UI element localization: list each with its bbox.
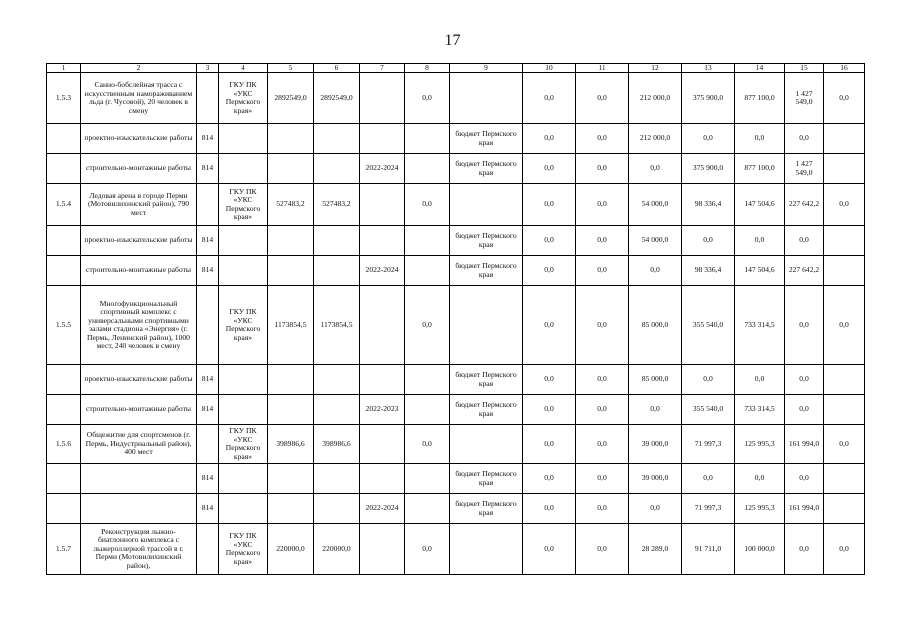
- table-cell: [197, 184, 219, 226]
- table-cell: 814: [197, 365, 219, 395]
- table-cell: [314, 256, 360, 286]
- table-cell: [314, 365, 360, 395]
- table-cell: 1 427 549,0: [785, 154, 824, 184]
- table-cell: строительно-монтажные работы: [81, 395, 197, 425]
- column-number: 12: [629, 64, 682, 73]
- table-cell: 0,0: [576, 365, 629, 395]
- table-cell: 0,0: [629, 256, 682, 286]
- work-item-row: [47, 154, 865, 184]
- table-cell: 0,0: [735, 464, 785, 494]
- table-cell: 0,0: [576, 73, 629, 124]
- column-number: 2: [81, 64, 197, 73]
- column-number: 7: [360, 64, 405, 73]
- table-cell: Многофункциональный спортивный комплекс с универсальными спортивными залами стадиона «Энергия» (г. Пермь, Ленинский район), 1000 мест, 240 человек в смену: [81, 286, 197, 365]
- table-cell: [219, 365, 268, 395]
- table-cell: бюджет Пермского края: [450, 464, 523, 494]
- table-cell: [219, 256, 268, 286]
- column-number: 1: [47, 64, 81, 73]
- table-cell: [219, 464, 268, 494]
- table-cell: [314, 124, 360, 154]
- table-cell: проектно-изыскательские работы: [81, 365, 197, 395]
- work-item-row: [47, 494, 865, 524]
- table-cell: [47, 154, 81, 184]
- column-number: 6: [314, 64, 360, 73]
- table-cell: 98 336,4: [682, 184, 735, 226]
- project-row: [47, 73, 865, 124]
- table-cell: бюджет Пермского края: [450, 226, 523, 256]
- column-number: 8: [405, 64, 450, 73]
- table-cell: 814: [197, 395, 219, 425]
- table-cell: 2022-2024: [360, 154, 405, 184]
- table-cell: 0,0: [523, 425, 576, 464]
- table-cell: ГКУ ПК «УКС Пермского края»: [219, 184, 268, 226]
- table-cell: 1 427 549,0: [785, 73, 824, 124]
- table-cell: 1.5.6: [47, 425, 81, 464]
- table-cell: [219, 395, 268, 425]
- table-cell: 0,0: [682, 124, 735, 154]
- table-cell: 212 000,0: [629, 73, 682, 124]
- table-cell: 527483,2: [268, 184, 314, 226]
- table-cell: [824, 494, 865, 524]
- table-cell: [450, 73, 523, 124]
- table-cell: 0,0: [785, 395, 824, 425]
- table-cell: [268, 395, 314, 425]
- table-cell: 100 000,0: [735, 524, 785, 575]
- table-cell: 0,0: [405, 184, 450, 226]
- table-cell: 1.5.5: [47, 286, 81, 365]
- table-cell: 0,0: [576, 124, 629, 154]
- table-cell: [314, 395, 360, 425]
- table-cell: 355 540,0: [682, 395, 735, 425]
- table-cell: 0,0: [523, 524, 576, 575]
- table-cell: 814: [197, 464, 219, 494]
- table-cell: 375 900,0: [682, 154, 735, 184]
- table-cell: [360, 124, 405, 154]
- table-cell: 0,0: [785, 365, 824, 395]
- table-cell: 0,0: [523, 365, 576, 395]
- table-cell: 0,0: [785, 524, 824, 575]
- table-cell: [360, 226, 405, 256]
- table-cell: [47, 226, 81, 256]
- table-cell: 0,0: [824, 73, 865, 124]
- table-cell: 398986,6: [268, 425, 314, 464]
- table-cell: строительно-монтажные работы: [81, 256, 197, 286]
- table-cell: 0,0: [405, 524, 450, 575]
- column-number-row: [47, 64, 865, 73]
- table-cell: 814: [197, 124, 219, 154]
- table-cell: 814: [197, 494, 219, 524]
- table-cell: 1173854,5: [314, 286, 360, 365]
- table-cell: [450, 425, 523, 464]
- table-cell: 0,0: [576, 425, 629, 464]
- budget-table: [46, 63, 865, 575]
- table-cell: [81, 494, 197, 524]
- table-cell: [268, 365, 314, 395]
- table-cell: 0,0: [629, 154, 682, 184]
- table-cell: 0,0: [785, 286, 824, 365]
- table-cell: 98 336,4: [682, 256, 735, 286]
- column-number: 10: [523, 64, 576, 73]
- table-cell: 0,0: [682, 365, 735, 395]
- table-cell: 1.5.7: [47, 524, 81, 575]
- table-cell: 147 504,6: [735, 184, 785, 226]
- table-cell: 0,0: [523, 184, 576, 226]
- table-cell: [405, 494, 450, 524]
- column-number: 3: [197, 64, 219, 73]
- table-cell: 527483,2: [314, 184, 360, 226]
- column-number: 5: [268, 64, 314, 73]
- table-cell: 0,0: [523, 73, 576, 124]
- table-cell: 71 997,3: [682, 425, 735, 464]
- work-item-row: [47, 226, 865, 256]
- table-cell: 2022-2024: [360, 494, 405, 524]
- table-cell: 0,0: [523, 154, 576, 184]
- work-item-row: [47, 464, 865, 494]
- table-cell: [197, 425, 219, 464]
- table-cell: 161 994,0: [785, 425, 824, 464]
- table-cell: [197, 73, 219, 124]
- table-cell: 0,0: [824, 286, 865, 365]
- work-item-row: [47, 395, 865, 425]
- table-cell: [405, 226, 450, 256]
- table-cell: 125 995,3: [735, 494, 785, 524]
- table-cell: 0,0: [523, 464, 576, 494]
- table-cell: 85 000,0: [629, 286, 682, 365]
- table-cell: [360, 286, 405, 365]
- table-cell: 0,0: [576, 286, 629, 365]
- table-cell: Ледовая арена в городе Перми (Мотовилихинский район), 790 мест: [81, 184, 197, 226]
- table-cell: [219, 226, 268, 256]
- table-cell: 2892549,0: [314, 73, 360, 124]
- table-cell: [360, 524, 405, 575]
- table-cell: 398986,6: [314, 425, 360, 464]
- table-cell: 85 000,0: [629, 365, 682, 395]
- table-cell: [450, 286, 523, 365]
- table-cell: [405, 365, 450, 395]
- table-cell: 125 995,3: [735, 425, 785, 464]
- table-cell: [47, 256, 81, 286]
- table-cell: [219, 154, 268, 184]
- table-cell: 2022-2024: [360, 256, 405, 286]
- table-cell: 0,0: [576, 226, 629, 256]
- table-cell: ГКУ ПК «УКС Пермского края»: [219, 73, 268, 124]
- table-cell: 0,0: [785, 124, 824, 154]
- table-cell: [47, 124, 81, 154]
- table-cell: 814: [197, 226, 219, 256]
- table-cell: [360, 464, 405, 494]
- table-cell: [47, 395, 81, 425]
- table-cell: 39 000,0: [629, 425, 682, 464]
- table-cell: [268, 154, 314, 184]
- table-cell: [824, 226, 865, 256]
- table-cell: [405, 124, 450, 154]
- table-cell: 54 000,0: [629, 184, 682, 226]
- table-cell: 355 540,0: [682, 286, 735, 365]
- table-cell: [219, 124, 268, 154]
- table-cell: [405, 154, 450, 184]
- table-cell: 733 314,5: [735, 395, 785, 425]
- table-cell: 0,0: [523, 494, 576, 524]
- table-cell: 227 642,2: [785, 184, 824, 226]
- table-cell: 877 100,0: [735, 154, 785, 184]
- project-row: [47, 184, 865, 226]
- table-cell: 1173854,5: [268, 286, 314, 365]
- table-cell: бюджет Пермского края: [450, 365, 523, 395]
- table-cell: 0,0: [405, 286, 450, 365]
- table-cell: бюджет Пермского края: [450, 494, 523, 524]
- table-cell: 2022-2023: [360, 395, 405, 425]
- table-cell: [219, 494, 268, 524]
- table-cell: 212 000,0: [629, 124, 682, 154]
- table-cell: [81, 464, 197, 494]
- table-cell: [360, 73, 405, 124]
- table-cell: 71 997,3: [682, 494, 735, 524]
- table-cell: 733 314,5: [735, 286, 785, 365]
- column-number: 15: [785, 64, 824, 73]
- table-cell: 161 994,0: [785, 494, 824, 524]
- table-cell: 0,0: [523, 286, 576, 365]
- table-cell: проектно-изыскательские работы: [81, 124, 197, 154]
- table-cell: 0,0: [824, 425, 865, 464]
- table-cell: 0,0: [576, 395, 629, 425]
- table-cell: бюджет Пермского края: [450, 124, 523, 154]
- table-cell: [268, 464, 314, 494]
- table-cell: [314, 494, 360, 524]
- work-item-row: [47, 124, 865, 154]
- table-cell: 0,0: [576, 494, 629, 524]
- table-cell: 0,0: [824, 184, 865, 226]
- table-cell: [197, 524, 219, 575]
- table-cell: [405, 395, 450, 425]
- table-cell: 0,0: [523, 395, 576, 425]
- table-cell: 0,0: [682, 464, 735, 494]
- project-row: [47, 286, 865, 365]
- table-cell: 1.5.4: [47, 184, 81, 226]
- table-cell: [47, 464, 81, 494]
- table-cell: [314, 464, 360, 494]
- table-cell: [47, 365, 81, 395]
- column-number: 4: [219, 64, 268, 73]
- table-cell: [360, 425, 405, 464]
- table-cell: [450, 184, 523, 226]
- table-cell: 0,0: [629, 494, 682, 524]
- table-cell: 0,0: [405, 425, 450, 464]
- table-cell: [268, 124, 314, 154]
- table-cell: 814: [197, 154, 219, 184]
- table-cell: [824, 124, 865, 154]
- table-cell: [314, 154, 360, 184]
- table-cell: 0,0: [576, 524, 629, 575]
- project-row: [47, 524, 865, 575]
- table-cell: 0,0: [824, 524, 865, 575]
- table-cell: бюджет Пермского края: [450, 154, 523, 184]
- table-cell: 54 000,0: [629, 226, 682, 256]
- table-cell: [47, 494, 81, 524]
- work-item-row: [47, 256, 865, 286]
- table-cell: 91 711,0: [682, 524, 735, 575]
- table-cell: [824, 256, 865, 286]
- table-cell: ГКУ ПК «УКС Пермского края»: [219, 524, 268, 575]
- table-cell: [824, 464, 865, 494]
- table-cell: 0,0: [735, 226, 785, 256]
- table-cell: Общежитие для спортсменов (г. Пермь, Индустриальный район), 400 мест: [81, 425, 197, 464]
- table-cell: 0,0: [523, 256, 576, 286]
- column-number: 11: [576, 64, 629, 73]
- table-cell: [824, 365, 865, 395]
- table-cell: 0,0: [576, 464, 629, 494]
- table-cell: [268, 256, 314, 286]
- table-cell: [268, 494, 314, 524]
- table-cell: Санно-бобслейная трасса с искусственным намораживанием льда (г. Чусовой), 20 человек в смену: [81, 73, 197, 124]
- table-cell: 0,0: [629, 395, 682, 425]
- table-cell: бюджет Пермского края: [450, 256, 523, 286]
- table-cell: [450, 524, 523, 575]
- table-cell: 375 900,0: [682, 73, 735, 124]
- table-cell: [824, 395, 865, 425]
- table-cell: 28 289,0: [629, 524, 682, 575]
- table-cell: [360, 365, 405, 395]
- table-cell: [360, 184, 405, 226]
- table-cell: 814: [197, 256, 219, 286]
- table-cell: ГКУ ПК «УКС Пермского края»: [219, 425, 268, 464]
- table-cell: 877 100,0: [735, 73, 785, 124]
- table-cell: 2892549,0: [268, 73, 314, 124]
- table-cell: 147 504,6: [735, 256, 785, 286]
- table-cell: [314, 226, 360, 256]
- table-cell: 0,0: [576, 256, 629, 286]
- table-cell: 0,0: [735, 124, 785, 154]
- table-cell: 0,0: [785, 226, 824, 256]
- table-cell: 227 642,2: [785, 256, 824, 286]
- table-cell: 0,0: [735, 365, 785, 395]
- table-cell: 0,0: [576, 154, 629, 184]
- column-number: 16: [824, 64, 865, 73]
- column-number: 13: [682, 64, 735, 73]
- table-cell: бюджет Пермского края: [450, 395, 523, 425]
- table-cell: 0,0: [682, 226, 735, 256]
- table-cell: [268, 226, 314, 256]
- column-number: 14: [735, 64, 785, 73]
- table-cell: [405, 256, 450, 286]
- work-item-row: [47, 365, 865, 395]
- table-cell: 220000,0: [314, 524, 360, 575]
- table-cell: 0,0: [576, 184, 629, 226]
- table-cell: [824, 154, 865, 184]
- table-cell: [405, 464, 450, 494]
- table-cell: 0,0: [523, 124, 576, 154]
- table-cell: строительно-монтажные работы: [81, 154, 197, 184]
- column-number: 9: [450, 64, 523, 73]
- table-cell: ГКУ ПК «УКС Пермского края»: [219, 286, 268, 365]
- table-cell: 39 000,0: [629, 464, 682, 494]
- table-cell: 0,0: [785, 464, 824, 494]
- table-cell: [197, 286, 219, 365]
- table-cell: 220000,0: [268, 524, 314, 575]
- table-cell: проектно-изыскательские работы: [81, 226, 197, 256]
- project-row: [47, 425, 865, 464]
- page-number: 17: [444, 32, 461, 49]
- table-cell: 1.5.3: [47, 73, 81, 124]
- table-cell: 0,0: [405, 73, 450, 124]
- table-cell: Реконструкция лыжно-биатлонного комплекса с лыжероллерной трассой в г. Перми (Мотовилихинский район),: [81, 524, 197, 575]
- table-cell: 0,0: [523, 226, 576, 256]
